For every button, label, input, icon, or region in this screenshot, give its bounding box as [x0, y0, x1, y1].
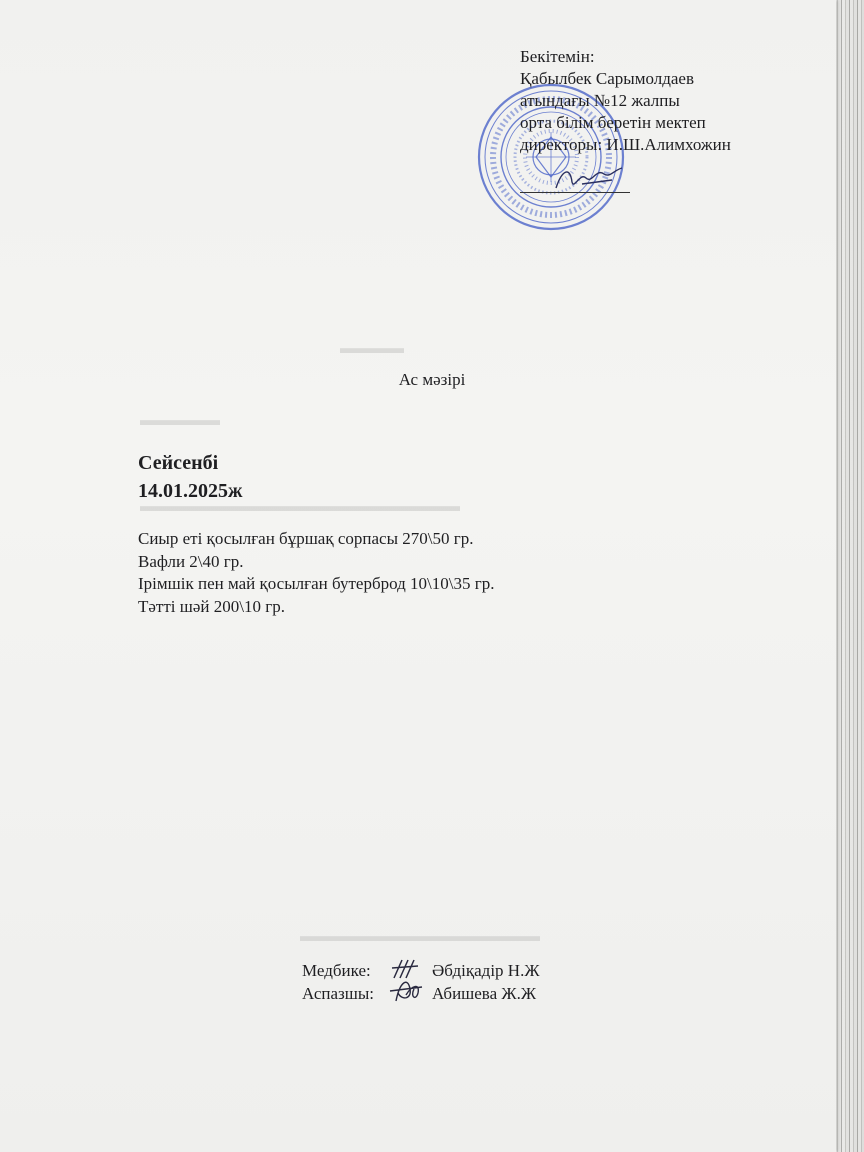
menu-items-list: [138, 528, 494, 618]
signature-line: [520, 192, 630, 193]
day-heading: [138, 449, 243, 505]
approval-block: [520, 46, 820, 156]
day-of-week: Сейсенбі: [138, 452, 219, 474]
menu-item: Вафли 2\40 гр.: [138, 551, 244, 571]
cook-signature: [386, 975, 426, 1005]
director-signature: [552, 162, 632, 194]
menu-item: Ірімшік пен май қосылған бутерброд 10\10\35 гр.: [138, 574, 495, 593]
approval-line: атындағы №12 жалпы: [520, 91, 680, 110]
nurse-name: Әбдіқадір Н.Ж: [432, 961, 540, 980]
approval-line: орта білім беретін мектеп: [520, 113, 706, 132]
cook-name: Абишева Ж.Ж: [432, 983, 537, 1003]
nurse-role-label: Медбике:: [302, 961, 371, 980]
bleed-through-decoration: ▬▬▬▬▬▬▬▬▬▬▬▬▬▬▬: [300, 928, 540, 945]
bleed-through-decoration: ▬▬▬▬▬: [140, 412, 220, 429]
bleed-through-decoration: ▬▬▬▬: [340, 340, 404, 357]
cook-role-label: Аспазшы:: [302, 983, 374, 1003]
menu-title: Ас мәзірі: [398, 370, 466, 389]
menu-item: Тәтті шәй 200\10 гр.: [138, 596, 285, 616]
bleed-through-decoration: ▬▬▬▬▬▬▬▬▬▬▬▬▬▬▬▬▬▬▬▬: [140, 498, 460, 515]
approval-heading: Бекітемін:: [520, 47, 595, 66]
menu-date: 14.01.2025ж: [138, 480, 243, 502]
approval-line: Қабылбек Сарымолдаев: [520, 69, 695, 88]
approval-director-line: директоры: И.Ш.Алимхожин: [520, 135, 731, 154]
menu-item: Сиыр еті қосылған бұршақ сорпасы 270\50 гр.: [138, 529, 474, 548]
